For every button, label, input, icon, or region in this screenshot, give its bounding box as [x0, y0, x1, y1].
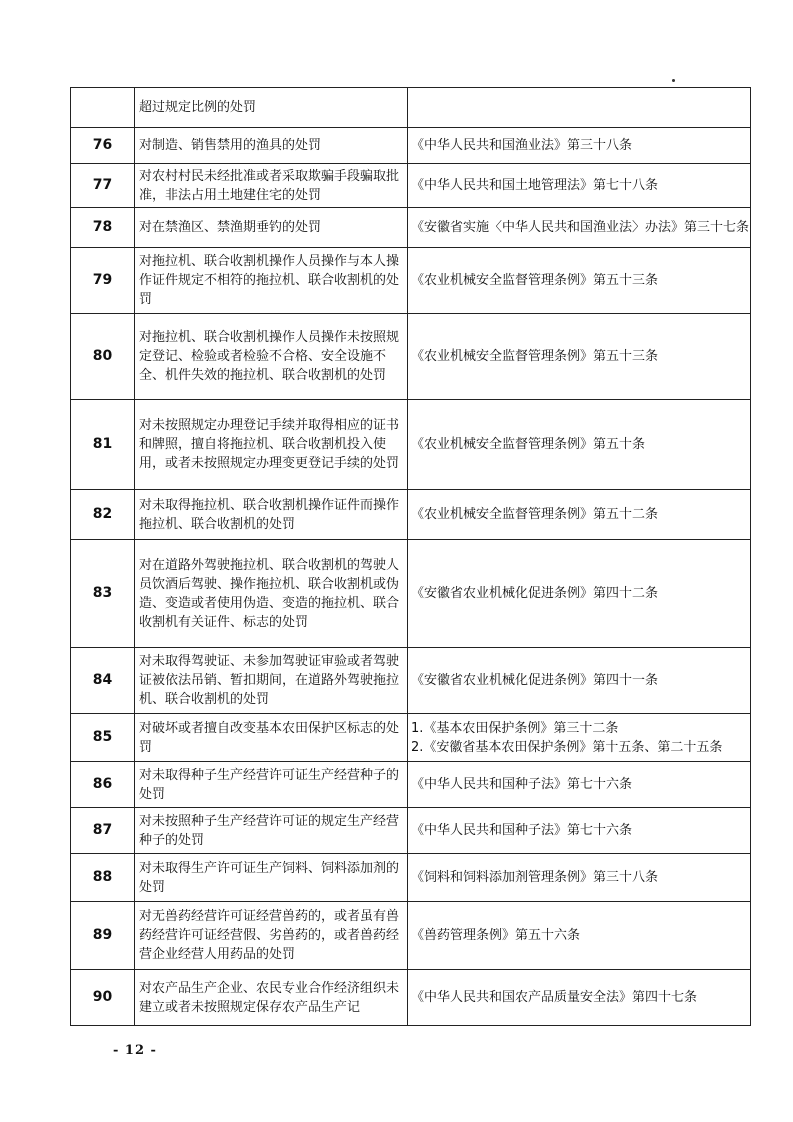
- legal-basis: [408, 714, 751, 762]
- legal-basis: [408, 648, 751, 714]
- legal-basis: [408, 762, 751, 808]
- legal-basis-line: 《中华人民共和国农产品质量安全法》第四十七条: [411, 990, 698, 1005]
- legal-basis-line: 《中华人民共和国土地管理法》第七十八条: [411, 178, 659, 193]
- legal-basis-line: 《农业机械安全监督管理条例》第五十三条: [411, 349, 659, 364]
- penalty-item: 对拖拉机、联合收割机操作人员操作未按照规定登记、检验或者检验不合格、安全设施不全、机件失效的拖拉机、联合收割机的处罚: [135, 314, 408, 400]
- table-row: [71, 400, 751, 490]
- penalty-item: 对未取得拖拉机、联合收割机操作证件而操作拖拉机、联合收割机的处罚: [135, 490, 408, 540]
- row-number: 79: [71, 248, 135, 314]
- legal-basis: [408, 88, 751, 128]
- penalty-item: 对未取得种子生产经营许可证生产经营种子的处罚: [135, 762, 408, 808]
- row-number: 86: [71, 762, 135, 808]
- legal-basis-line: 《农业机械安全监督管理条例》第五十条: [411, 437, 646, 452]
- table-row: [71, 762, 751, 808]
- legal-basis: [408, 540, 751, 648]
- row-number: [71, 88, 135, 128]
- row-number: 82: [71, 490, 135, 540]
- penalty-item: 超过规定比例的处罚: [135, 88, 408, 128]
- legal-basis-line: 《中华人民共和国种子法》第七十六条: [411, 823, 633, 838]
- penalty-item: 对农村村民未经批准或者采取欺骗手段骗取批准，非法占用土地建住宅的处罚: [135, 164, 408, 208]
- table-row: [71, 164, 751, 208]
- legal-basis: [408, 128, 751, 164]
- penalty-item: 对未按照规定办理登记手续并取得相应的证书和牌照，擅自将拖拉机、联合收割机投入使用，或者未按照规定办理变更登记手续的处罚: [135, 400, 408, 490]
- legal-basis: [408, 490, 751, 540]
- row-number: 83: [71, 540, 135, 648]
- legal-basis: [408, 164, 751, 208]
- legal-basis-line: 《中华人民共和国渔业法》第三十八条: [411, 138, 633, 153]
- legal-basis-line: 1.《基本农田保护条例》第三十二条: [411, 720, 619, 736]
- legal-basis: [408, 902, 751, 970]
- row-number: 76: [71, 128, 135, 164]
- penalty-item: 对农产品生产企业、农民专业合作经济组织未建立或者未按照规定保存农产品生产记: [135, 970, 408, 1026]
- table-row: [71, 540, 751, 648]
- table-body: [71, 88, 751, 1026]
- table-row: [71, 714, 751, 762]
- penalty-item: 对未取得生产许可证生产饲料、饲料添加剂的处罚: [135, 854, 408, 902]
- table-row: [71, 314, 751, 400]
- row-number: 89: [71, 902, 135, 970]
- table-row: [71, 128, 751, 164]
- penalty-item: 对未按照种子生产经营许可证的规定生产经营种子的处罚: [135, 808, 408, 854]
- row-number: 85: [71, 714, 135, 762]
- penalty-item: 对未取得驾驶证、未参加驾驶证审验或者驾驶证被依法吊销、暂扣期间，在道路外驾驶拖拉机、联合收割机的处罚: [135, 648, 408, 714]
- row-number: 80: [71, 314, 135, 400]
- row-number: 77: [71, 164, 135, 208]
- table-row: [71, 854, 751, 902]
- legal-basis: [408, 970, 751, 1026]
- scan-mark: [672, 79, 675, 82]
- legal-basis: [408, 208, 751, 248]
- table-row: [71, 808, 751, 854]
- penalty-table: [70, 87, 751, 1026]
- row-number: 87: [71, 808, 135, 854]
- legal-basis-line: 2.《安徽省基本农田保护条例》第十五条、第二十五条: [411, 739, 723, 755]
- penalty-item: 对拖拉机、联合收割机操作人员操作与本人操作证件规定不相符的拖拉机、联合收割机的处罚: [135, 248, 408, 314]
- penalty-item: 对破坏或者擅自改变基本农田保护区标志的处罚: [135, 714, 408, 762]
- row-number: 90: [71, 970, 135, 1026]
- table-row: [71, 88, 751, 128]
- legal-basis-line: 《安徽省农业机械化促进条例》第四十一条: [411, 673, 659, 688]
- table-row: [71, 902, 751, 970]
- legal-basis: [408, 400, 751, 490]
- legal-basis-line: 《安徽省实施〈中华人民共和国渔业法〉办法》第三十七条: [411, 220, 750, 235]
- legal-basis-line: 《饲料和饲料添加剂管理条例》第三十八条: [411, 870, 659, 885]
- legal-basis-line: 《农业机械安全监督管理条例》第五十二条: [411, 507, 659, 522]
- page-number: - 12 -: [113, 1043, 157, 1058]
- legal-basis-line: 《中华人民共和国种子法》第七十六条: [411, 777, 633, 792]
- table-row: [71, 970, 751, 1026]
- legal-basis-line: 《农业机械安全监督管理条例》第五十三条: [411, 273, 659, 288]
- legal-basis-line: 《安徽省农业机械化促进条例》第四十二条: [411, 586, 659, 601]
- row-number: 84: [71, 648, 135, 714]
- penalty-item: 对制造、销售禁用的渔具的处罚: [135, 128, 408, 164]
- row-number: 88: [71, 854, 135, 902]
- row-number: 81: [71, 400, 135, 490]
- penalty-item: 对在禁渔区、禁渔期垂钓的处罚: [135, 208, 408, 248]
- legal-basis: [408, 808, 751, 854]
- penalty-item: 对无兽药经营许可证经营兽药的，或者虽有兽药经营许可证经营假、劣兽药的，或者兽药经营企业经营人用药品的处罚: [135, 902, 408, 970]
- table-row: [71, 490, 751, 540]
- legal-basis-line: 《兽药管理条例》第五十六条: [411, 928, 581, 943]
- table-row: [71, 208, 751, 248]
- legal-basis: [408, 314, 751, 400]
- legal-basis: [408, 854, 751, 902]
- row-number: 78: [71, 208, 135, 248]
- table-row: [71, 248, 751, 314]
- penalty-item: 对在道路外驾驶拖拉机、联合收割机的驾驶人员饮酒后驾驶、操作拖拉机、联合收割机或伪造、变造或者使用伪造、变造的拖拉机、联合收割机有关证件、标志的处罚: [135, 540, 408, 648]
- legal-basis: [408, 248, 751, 314]
- table-row: [71, 648, 751, 714]
